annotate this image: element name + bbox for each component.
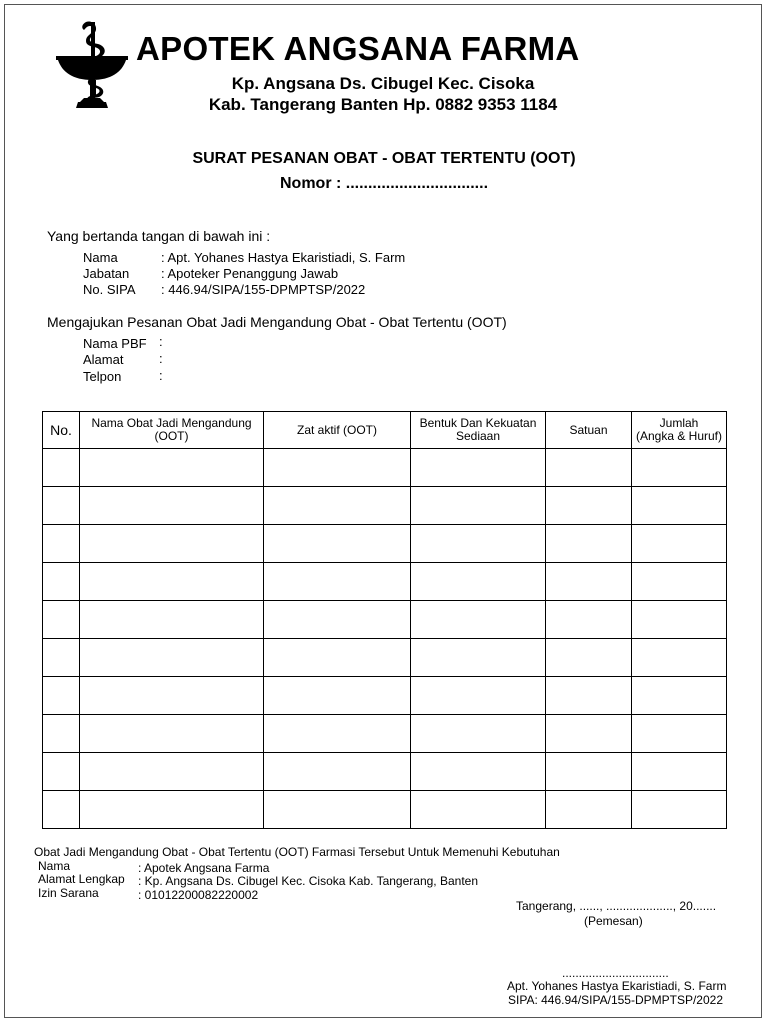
- table-cell[interactable]: [80, 563, 264, 601]
- table-cell[interactable]: [80, 753, 264, 791]
- table-cell[interactable]: [411, 449, 546, 487]
- table-cell[interactable]: [264, 639, 411, 677]
- place-date: Tangerang, ......, ...................., 20.......: [516, 899, 717, 913]
- table-cell[interactable]: [43, 449, 80, 487]
- pharmacy-name-label: Nama: [38, 859, 71, 873]
- signer-position-value: : Apoteker Penanggung Jawab: [161, 266, 339, 281]
- orderer-label: (Pemesan): [584, 914, 643, 928]
- table-row: [43, 753, 727, 791]
- table-cell[interactable]: [264, 449, 411, 487]
- signature-line: ................................: [562, 966, 669, 980]
- table-row: [43, 487, 727, 525]
- table-cell[interactable]: [43, 601, 80, 639]
- signer-sipa-value: : 446.94/SIPA/155-DPMPTSP/2022: [161, 282, 366, 297]
- table-cell[interactable]: [632, 601, 727, 639]
- document-title: SURAT PESANAN OBAT - OBAT TERTENTU (OOT): [192, 150, 576, 167]
- table-cell[interactable]: [80, 791, 264, 829]
- table-row: [43, 715, 727, 753]
- table-cell[interactable]: [411, 563, 546, 601]
- table-cell[interactable]: [80, 487, 264, 525]
- purpose-statement: Obat Jadi Mengandung Obat - Obat Tertentu (OOT) Farmasi Tersebut Untuk Memenuhi Kebutuhan: [34, 845, 560, 859]
- table-cell[interactable]: [411, 677, 546, 715]
- table-row: [43, 791, 727, 829]
- table-cell[interactable]: [43, 677, 80, 715]
- pharmacy-license-value: : 01012200082220002: [138, 888, 259, 902]
- col-header-quantity-line1: Jumlah: [659, 416, 699, 430]
- table-cell[interactable]: [632, 753, 727, 791]
- col-header-drug-name-line1: Nama Obat Jadi Mengandung: [91, 416, 252, 430]
- pbf-name-label: Nama PBF: [83, 336, 147, 351]
- table-cell[interactable]: [43, 639, 80, 677]
- table-cell[interactable]: [411, 487, 546, 525]
- pharmacy-address-label: Alamat Lengkap: [38, 872, 125, 886]
- table-cell[interactable]: [80, 601, 264, 639]
- table-cell[interactable]: [43, 791, 80, 829]
- table-cell[interactable]: [80, 715, 264, 753]
- table-cell[interactable]: [546, 563, 632, 601]
- table-cell[interactable]: [264, 753, 411, 791]
- table-cell[interactable]: [411, 753, 546, 791]
- table-cell[interactable]: [546, 487, 632, 525]
- table-row: [43, 639, 727, 677]
- table-cell[interactable]: [546, 753, 632, 791]
- table-cell[interactable]: [632, 639, 727, 677]
- table-cell[interactable]: [43, 487, 80, 525]
- pbf-address-value: :: [159, 351, 163, 366]
- table-cell[interactable]: [43, 715, 80, 753]
- table-cell[interactable]: [264, 601, 411, 639]
- table-row: [43, 601, 727, 639]
- table-cell[interactable]: [411, 639, 546, 677]
- pbf-address-label: Alamat: [83, 352, 124, 367]
- col-header-dosage-form-line2: Sediaan: [455, 429, 501, 443]
- address-line-1: Kp. Angsana Ds. Cibugel Kec. Cisoka: [231, 74, 535, 93]
- table-cell[interactable]: [632, 715, 727, 753]
- table-cell[interactable]: [632, 791, 727, 829]
- table-cell[interactable]: [546, 525, 632, 563]
- col-header-dosage-form: [411, 412, 546, 449]
- table-cell[interactable]: [632, 449, 727, 487]
- col-header-active-substance: Zat aktif (OOT): [264, 412, 411, 449]
- table-cell[interactable]: [546, 677, 632, 715]
- pharmacy-name: APOTEK ANGSANA FARMA: [136, 30, 580, 67]
- table-cell[interactable]: [264, 487, 411, 525]
- table-cell[interactable]: [80, 525, 264, 563]
- table-cell[interactable]: [546, 449, 632, 487]
- table-cell[interactable]: [546, 601, 632, 639]
- table-cell[interactable]: [546, 715, 632, 753]
- table-cell[interactable]: [80, 677, 264, 715]
- table-cell[interactable]: [43, 563, 80, 601]
- table-cell[interactable]: [264, 715, 411, 753]
- col-header-drug-name: [80, 412, 264, 449]
- table-row: [43, 449, 727, 487]
- col-header-quantity: [632, 412, 727, 449]
- table-cell[interactable]: [80, 449, 264, 487]
- table-cell[interactable]: [43, 753, 80, 791]
- order-table: [42, 411, 727, 829]
- pharmacy-address-value: : Kp. Angsana Ds. Cibugel Kec. Cisoka Kab. Tangerang, Banten: [138, 874, 478, 888]
- pbf-phone-label: Telpon: [83, 369, 122, 384]
- signer-intro: Yang bertanda tangan di bawah ini :: [47, 228, 271, 244]
- table-cell[interactable]: [411, 791, 546, 829]
- table-cell[interactable]: [43, 525, 80, 563]
- signer-position-label: Jabatan: [83, 266, 130, 281]
- pbf-phone-value: :: [159, 368, 163, 383]
- table-cell[interactable]: [264, 677, 411, 715]
- table-cell[interactable]: [411, 715, 546, 753]
- col-header-unit: Satuan: [546, 412, 632, 449]
- request-intro: Mengajukan Pesanan Obat Jadi Mengandung Obat - Obat Tertentu (OOT): [47, 314, 507, 330]
- signer-full-name: Apt. Yohanes Hastya Ekaristiadi, S. Farm: [507, 979, 727, 993]
- col-header-dosage-form-line1: Bentuk Dan Kekuatan: [419, 416, 537, 430]
- table-header-row: [43, 412, 727, 449]
- address-line-2: Kab. Tangerang Banten Hp. 0882 9353 1184: [208, 95, 558, 114]
- table-cell[interactable]: [411, 525, 546, 563]
- col-header-no: No.: [43, 412, 80, 449]
- table-cell[interactable]: [264, 525, 411, 563]
- signer-sipa-number: SIPA: 446.94/SIPA/155-DPMPTSP/2022: [508, 993, 724, 1007]
- table-cell[interactable]: [546, 791, 632, 829]
- table-cell[interactable]: [80, 639, 264, 677]
- table-cell[interactable]: [546, 639, 632, 677]
- table-cell[interactable]: [632, 487, 727, 525]
- col-header-quantity-line2: (Angka & Huruf): [635, 429, 723, 443]
- signer-name-label: Nama: [83, 250, 118, 265]
- table-cell[interactable]: [264, 791, 411, 829]
- pharmacy-name-value: : Apotek Angsana Farma: [138, 861, 270, 875]
- bowl-of-hygieia-icon: [56, 20, 128, 110]
- pharmacy-license-label: Izin Sarana: [38, 886, 99, 900]
- table-cell[interactable]: [411, 601, 546, 639]
- table-row: [43, 677, 727, 715]
- pbf-name-value: :: [159, 334, 163, 349]
- table-cell[interactable]: [632, 563, 727, 601]
- table-cell[interactable]: [264, 563, 411, 601]
- signer-sipa-label: No. SIPA: [83, 282, 136, 297]
- signer-name-value: : Apt. Yohanes Hastya Ekaristiadi, S. Farm: [161, 250, 406, 265]
- table-cell[interactable]: [632, 677, 727, 715]
- document-number: Nomor : ................................: [279, 175, 489, 192]
- col-header-drug-name-line2: (OOT): [154, 429, 189, 443]
- table-row: [43, 563, 727, 601]
- table-row: [43, 525, 727, 563]
- table-cell[interactable]: [632, 525, 727, 563]
